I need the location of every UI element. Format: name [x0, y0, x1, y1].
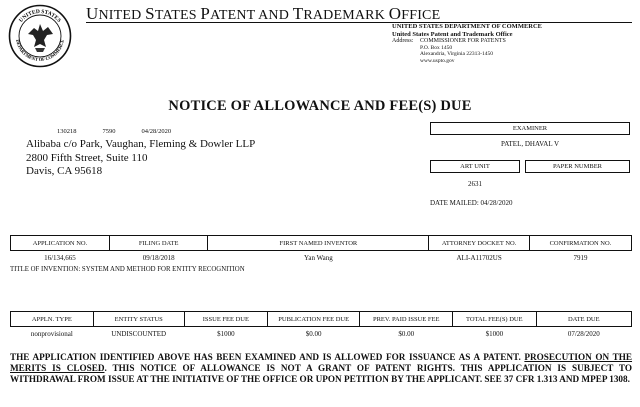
reference-codes	[57, 128, 197, 135]
header-filing-date: FILING DATE	[109, 236, 208, 251]
header-application-no: APPLICATION NO.	[11, 236, 110, 251]
seal-text-bottom: DEPARTMENT OF COMMERCE	[15, 39, 65, 63]
paper-number-label: PAPER NUMBER	[552, 163, 603, 170]
department-block	[392, 23, 542, 38]
total-fees-due-value: $1000	[485, 329, 504, 338]
art-unit-label-cell	[430, 160, 520, 173]
address-block	[392, 38, 506, 64]
publication-fee-due-value: $0.00	[305, 329, 322, 338]
attorney-docket-no-value: ALI-A11702US	[456, 253, 502, 262]
examiner-label-cell	[430, 122, 630, 135]
code-number: 7590	[102, 128, 116, 135]
statement-part-1: THE APPLICATION IDENTIFIED ABOVE HAS BEEN EXAMINED AND IS ALLOWED FOR ISSUANCE AS A PATENT.	[10, 352, 521, 362]
art-unit-label: ART UNIT	[460, 163, 490, 170]
statement-prosecution-closed: PROSECUTION ON THE MERITS IS CLOSED	[10, 352, 633, 373]
examiner-name: PATEL, DHAVAL V	[500, 140, 560, 148]
header-issue-fee-due: ISSUE FEE DUE	[184, 312, 267, 327]
dept-line-1: UNITED STATES DEPARTMENT OF COMMERCE	[392, 23, 543, 30]
header-date-due: DATE DUE	[536, 312, 631, 327]
header-prev-paid-issue-fee: PREV. PAID ISSUE FEE	[360, 312, 453, 327]
application-no-value: 16/134,665	[44, 253, 76, 262]
date-mailed: DATE MAILED: 04/28/2020	[430, 199, 513, 207]
notice-title: NOTICE OF ALLOWANCE AND FEE(S) DUE	[168, 98, 472, 114]
application-value-row	[11, 251, 632, 265]
mailing-line-2: 2800 Fifth Street, Suite 110	[26, 151, 148, 164]
date-due-value: 07/28/2020	[567, 329, 600, 338]
address-line-1: COMMISSIONER FOR PATENTS	[420, 38, 506, 44]
appln-type-value: nonprovisional	[30, 329, 73, 338]
confirmation-no-value: 7919	[573, 253, 588, 262]
art-unit-value: 2631	[468, 180, 482, 188]
mailing-line-3: Davis, CA 95618	[26, 165, 103, 177]
header-attorney-docket-no: ATTORNEY DOCKET NO.	[429, 236, 530, 251]
office-title: UNITED STATES PATENT AND TRADEMARK OFFICE	[86, 4, 441, 23]
address-label: Address:	[392, 38, 414, 44]
header-total-fees-due: TOTAL FEE(S) DUE	[453, 312, 536, 327]
prev-paid-issue-fee-value: $0.00	[398, 329, 415, 338]
first-named-inventor-value: Yan Wang	[304, 253, 333, 262]
address-line-3: Alexandria, Virginia 22313-1450	[420, 51, 493, 58]
mailing-address	[26, 138, 255, 179]
examiner-label: EXAMINER	[512, 125, 548, 132]
application-table	[10, 235, 632, 264]
seal-text-top: UNITED STATES	[18, 8, 62, 24]
customer-number: 130218	[57, 128, 77, 135]
header-rule	[86, 22, 632, 23]
header-appln-type: APPLN. TYPE	[11, 312, 94, 327]
address-line-2: P.O. Box 1450	[420, 44, 453, 51]
address-line-4: www.uspto.gov	[420, 57, 455, 64]
allowance-statement	[10, 352, 632, 384]
paper-number-label-cell	[525, 160, 630, 173]
uspto-seal	[8, 4, 72, 68]
fee-header-row	[11, 312, 632, 327]
header-entity-status: ENTITY STATUS	[93, 312, 184, 327]
filing-date-value: 09/18/2018	[142, 253, 175, 262]
issue-fee-due-value: $1000	[217, 329, 235, 338]
fee-table	[10, 311, 632, 340]
title-of-invention: TITLE OF INVENTION: SYSTEM AND METHOD FOR ENTITY RECOGNITION	[10, 266, 245, 273]
notice-date: 04/28/2020	[141, 128, 172, 135]
header-confirmation-no: CONFIRMATION NO.	[529, 236, 631, 251]
statement-part-3: . THIS NOTICE OF ALLOWANCE IS NOT A GRANT OF PATENT RIGHTS. THIS APPLICATION IS SUBJECT TO WITHDRAWAL FROM ISSUE AT THE INITIATIVE OF THE OFFICE OR UPON PETITION BY THE APPLICANT. SEE 37 CFR 1.313 AND MPEP 1308.	[10, 362, 632, 384]
dept-line-2: United States Patent and Trademark Office	[392, 30, 513, 38]
mailing-line-1: Alibaba c/o Park, Vaughan, Fleming & Dowler LLP	[26, 138, 256, 150]
entity-status-value: UNDISCOUNTED	[111, 329, 167, 338]
header-first-named-inventor: FIRST NAMED INVENTOR	[208, 236, 429, 251]
header-publication-fee-due: PUBLICATION FEE DUE	[268, 312, 360, 327]
fee-value-row	[11, 327, 632, 341]
application-header-row	[11, 236, 632, 251]
